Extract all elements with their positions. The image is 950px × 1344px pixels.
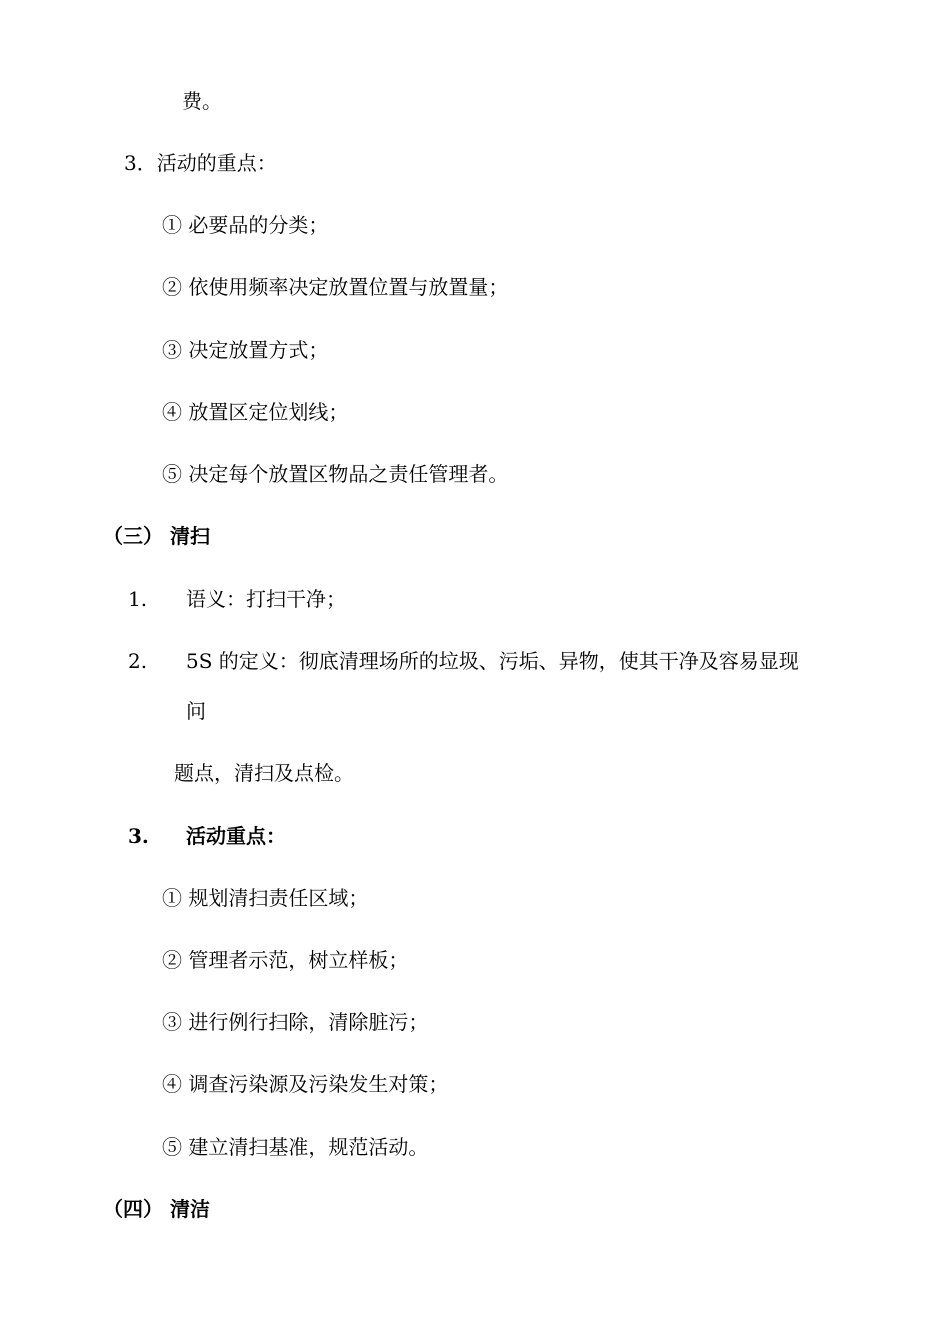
section3-focus-item: ⑤ 建立清扫基准，规范活动。: [162, 1135, 429, 1159]
section3-focus-item: ① 规划清扫责任区域；: [162, 886, 369, 910]
section3-focus-item: ④ 调查污染源及污染发生对策；: [162, 1072, 449, 1096]
section3-definition-text: 5S 的定义：彻底清理场所的垃圾、污垢、异物，使其干净及容易显现: [186, 649, 799, 673]
section3-heading: （三） 清扫: [103, 524, 210, 548]
section2-focus-item: ④ 放置区定位划线；: [162, 400, 349, 424]
section3-meaning-number: 1.: [128, 587, 148, 611]
section3-focus-item: ② 管理者示范，树立样板；: [162, 948, 409, 972]
section2-focus-item: ⑤ 决定每个放置区物品之责任管理者。: [162, 462, 509, 486]
section2-focus-item: ② 依使用频率决定放置位置与放置量；: [162, 275, 509, 299]
section3-definition-continuation: 题点，清扫及点检。: [174, 761, 354, 785]
section3-definition-number: 2.: [128, 649, 148, 673]
section3-focus-item: ③ 进行例行扫除，清除脏污；: [162, 1010, 429, 1034]
section3-definition-wrap: 问: [186, 699, 206, 723]
section3-meaning-text: 语义：打扫干净；: [186, 587, 346, 611]
section4-heading: （四） 清洁: [103, 1197, 210, 1221]
section2-focus-item: ③ 决定放置方式；: [162, 338, 329, 362]
section3-focus-heading: 活动重点：: [186, 824, 286, 848]
section2-focus-item: ① 必要品的分类；: [162, 213, 329, 237]
section2-focus-heading: 3．活动的重点：: [124, 151, 277, 175]
section3-focus-number: 3.: [128, 824, 149, 848]
continuation-text: 费。: [182, 89, 222, 113]
